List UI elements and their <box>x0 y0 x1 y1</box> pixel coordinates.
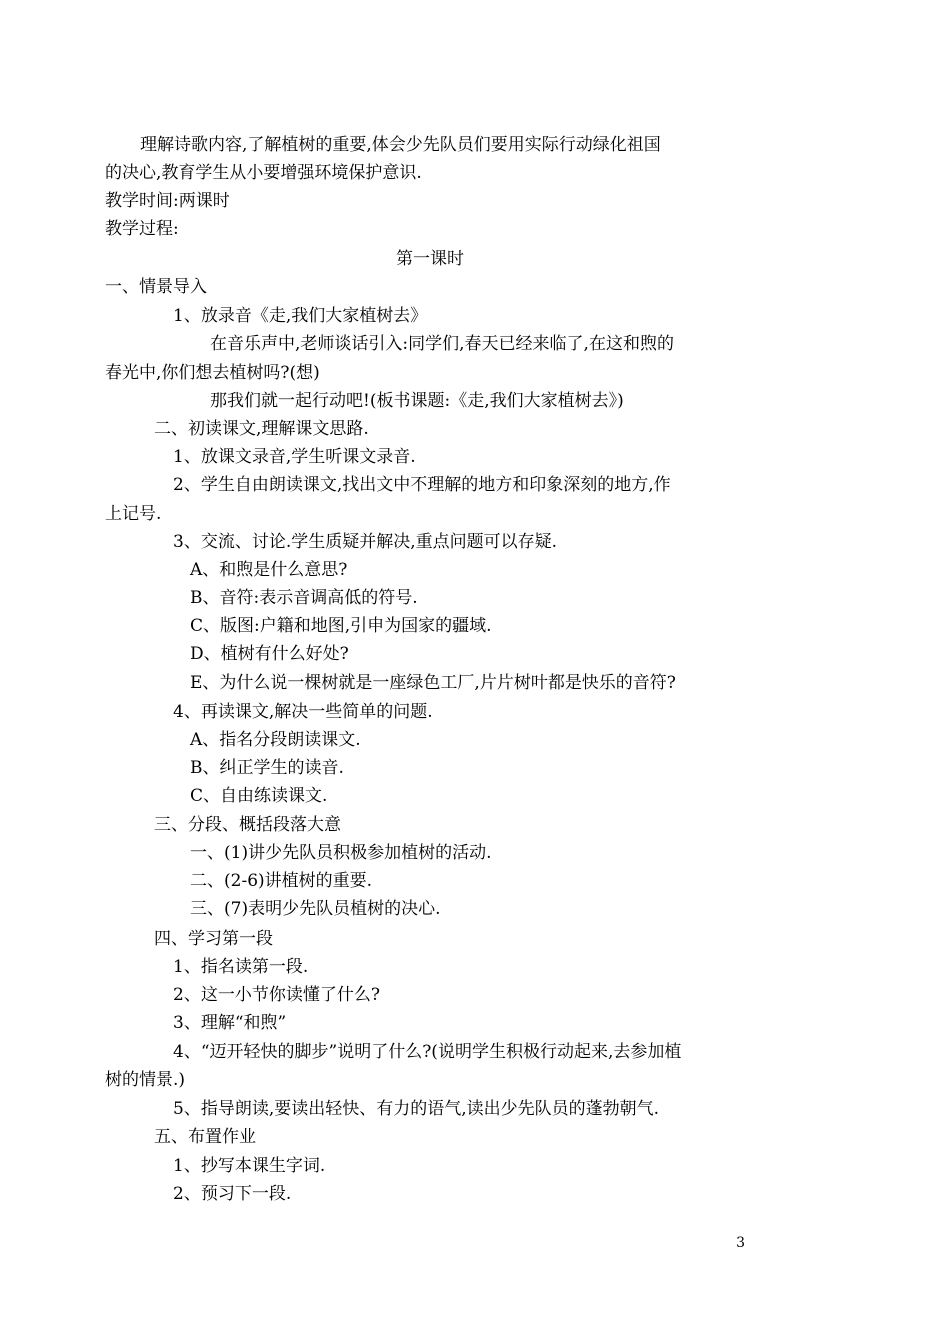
list-item: 5、指导朗读,要读出轻快、有力的语气,读出少先队员的蓬勃朝气. <box>173 1099 660 1119</box>
paragraph-line: 树的情景.) <box>105 1070 186 1090</box>
paragraph-line: 上记号. <box>105 504 162 524</box>
list-item: 1、抄写本课生字词. <box>173 1156 326 1176</box>
sub-list-item: 二、(2-6)讲植树的重要. <box>190 871 373 891</box>
sub-list-item: E、为什么说一棵树就是一座绿色工厂,片片树叶都是快乐的音符? <box>190 673 676 693</box>
sub-list-item: A、指名分段朗读课文. <box>190 730 361 750</box>
sub-list-item: 三、(7)表明少先队员植树的决心. <box>190 899 441 919</box>
sub-list-item: C、自由练读课文. <box>190 786 328 806</box>
paragraph-line: 春光中,你们想去植树吗?(想) <box>105 363 320 383</box>
list-item: 4、“迈开轻快的脚步”说明了什么?(说明学生积极行动起来,去参加植 <box>173 1042 682 1062</box>
list-item: 4、再读课文,解决一些简单的问题. <box>173 702 433 722</box>
sub-list-item: B、音符:表示音调高低的符号. <box>190 588 418 608</box>
paragraph-line: 那我们就一起行动吧!(板书课题:《走,我们大家植树去》) <box>210 391 624 411</box>
sub-list-item: D、植树有什么好处? <box>190 644 349 664</box>
page-number: 3 <box>736 1235 745 1251</box>
sub-list-item: 一、(1)讲少先队员积极参加植树的活动. <box>190 843 492 863</box>
section-heading: 一、情景导入 <box>105 277 207 297</box>
section-heading: 二、初读课文,理解课文思路. <box>154 419 369 439</box>
paragraph-line: 在音乐声中,老师谈话引入:同学们,春天已经来临了,在这和煦的 <box>210 334 674 354</box>
list-item: 1、放录音《走,我们大家植树去》 <box>173 306 428 326</box>
sub-list-item: C、版图:户籍和地图,引申为国家的疆域. <box>190 616 492 636</box>
section-heading: 三、分段、概括段落大意 <box>154 815 341 835</box>
list-item: 3、理解“和煦” <box>173 1013 287 1033</box>
list-item: 2、这一小节你读懂了什么? <box>173 985 380 1005</box>
teaching-time-line: 教学时间:两课时 <box>105 191 230 211</box>
sub-list-item: A、和煦是什么意思? <box>190 560 348 580</box>
section-heading: 四、学习第一段 <box>154 929 273 949</box>
list-item: 2、预习下一段. <box>173 1184 292 1204</box>
list-item: 1、指名读第一段. <box>173 957 309 977</box>
section-heading: 五、布置作业 <box>154 1127 256 1147</box>
paragraph-line: 的决心,教育学生从小要增强环境保护意识. <box>105 163 422 183</box>
list-item: 3、交流、讨论.学生质疑并解决,重点问题可以存疑. <box>173 532 558 552</box>
paragraph-line: 理解诗歌内容,了解植树的重要,体会少先队员们要用实际行动绿化祖国 <box>140 135 661 155</box>
teaching-process-line: 教学过程: <box>105 219 179 239</box>
list-item: 1、放课文录音,学生听课文录音. <box>173 447 416 467</box>
list-item: 2、学生自由朗读课文,找出文中不理解的地方和印象深刻的地方,作 <box>173 475 671 495</box>
lesson-title: 第一课时 <box>396 249 464 269</box>
sub-list-item: B、纠正学生的读音. <box>190 758 344 778</box>
